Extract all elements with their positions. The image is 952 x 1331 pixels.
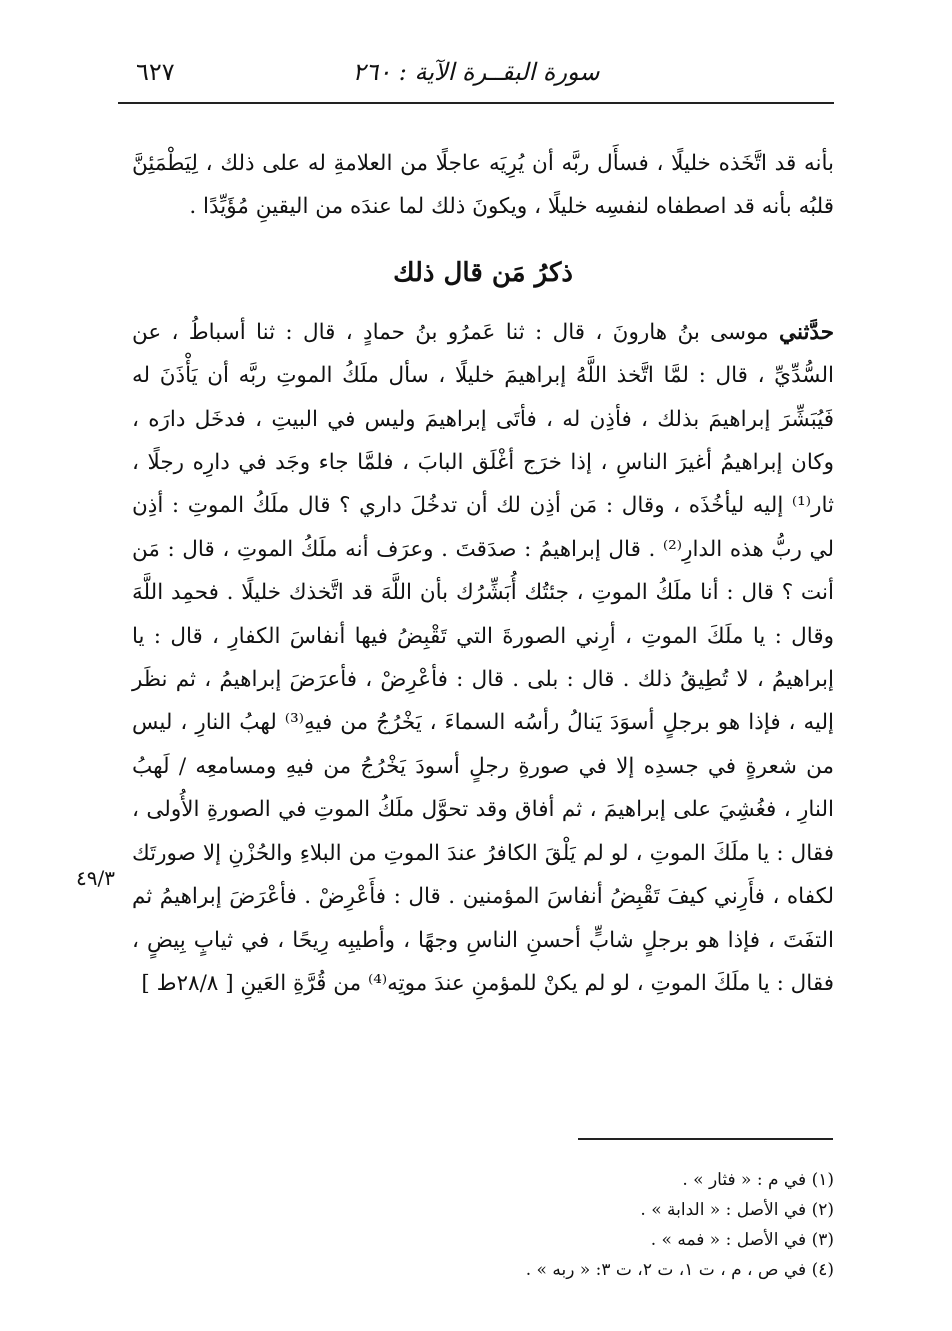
section-title: ذكرُ مَن قال ذلك: [393, 257, 573, 288]
footnotes: [132, 1165, 834, 1285]
footnote-3: (٣) في الأصل : « فمه » .: [650, 1230, 834, 1250]
footnote-4: (٤) في ص ، م ، ت ١، ت ٢، ت ٣: « ربه » .: [525, 1260, 834, 1280]
margin-reference: ٤٩/٣: [76, 866, 115, 890]
running-title: سورة البقــرة الآية : ٢٦٠: [352, 58, 600, 86]
page-number: ٦٢٧: [136, 58, 175, 86]
header-rule: [118, 102, 834, 104]
page-header: [118, 58, 834, 92]
opening-paragraph: بأنه قد اتَّخَذه خليلًا ، فسأَل ربَّه أن يُرِيَه عاجلًا من العلامةِ له على ذلك ، لِيَطْمَئِنَّ قلبُه بأنه قد اصطفاه لنفسِه خليلًا ، ويكونَ ذلك لما عندَه من اليقينِ مُؤَيِّدًا .: [132, 151, 834, 220]
main-text: [132, 142, 834, 1005]
footnote-rule: [578, 1138, 833, 1140]
lead-word: حدَّثني: [779, 319, 834, 345]
footnote-2: (٢) في الأصل : « الدابة » .: [640, 1200, 834, 1220]
narration-paragraph: [132, 311, 834, 1006]
narration-text: موسى بنُ هارونَ ، قال : ثنا عَمرُو بنُ حمادٍ ، قال : ثنا أسباطُ ، عن السُّدِّيِّ ، قال : لمَّا اتَّخذ اللَّهُ إبراهيمَ خليلًا ، سأل ملَكُ الموتِ ربَّه أن يَأْذَنَ له فَيُبَشِّرَ إبراهيمَ بذلك ، فأذِن له ، فأتَى إبراهيمَ وليس في البيتِ ، فدخَل دارَه ، وكان إبراهيمُ أغيرَ الناسِ ، إذا خرَج أغْلَق البابَ ، فلمَّا جاء وجَد في دارِه رجلًا ، ثار⁽¹⁾ إليه ليأخُذَه ، وقال : مَن أذِن لك أن تدخُلَ داري ؟ قال ملَكُ الموتِ : أذِن لي ربُّ هذه الدارِ⁽²⁾ . قال إبراهيمُ : صدَقتَ . وعرَف أنه ملَكُ الموتِ ، قال : مَن أنت ؟ قال : أنا ملَكُ الموتِ ، جئتُك أُبَشِّرُك بأن اللَّهَ قد اتَّخذك خليلًا . فحمِد اللَّهَ وقال : يا ملَكَ الموتِ ، أرِني الصورةَ التي تَقْبِضُ فيها أنفاسَ الكفارِ ، قال : يا إبراهيمُ ، لا تُطِيقُ ذلك . قال : بلى . قال : فأعْرِضْ ، فأعرَضَ إبراهيمُ ، ثم نظَر إليه ، فإذا هو برجلٍ أسوَدَ يَنالُ رأسُه السماءَ ، يَخْرُجُ من فيهِ⁽³⁾ لهبُ النارِ ، ليس من شعرةٍ في جسدِه إلا في صورةِ رجلٍ أسودَ يَخْرُجُ من فيهِ ومسامعِه / لَهبُ النارِ ، فغُشِيَ على إبراهيمَ ، ثم أفاق وقد تحوَّل ملَكُ الموتِ في الصورةِ الأُولى ، فقال : يا ملَكَ الموتِ ، لو لم يَلْقَ الكافرُ عندَ الموتِ من البلاءِ والحُزْنِ إلا صورتَك لكفاه ، فأَرِني كيفَ تَقْبِضُ أنفاسَ المؤمنين . قال : فأَعْرِضْ . فأعْرَضَ إبراهيمُ ثم التفَتَ ، فإذا هو برجلٍ شابٍّ أحسنِ الناسِ وجهًا ، وأطيبِه رِيحًا ، في ثيابٍ بِيضٍ ، فقال : يا ملَكَ الموتِ ، لو لم يكنْ للمؤمنِ عندَ موتِه⁽⁴⁾ من قُرَّةِ العَينِ [ ٢٨/٨ط ]: [132, 319, 835, 996]
footnote-1: (١) في م : « فثار » .: [682, 1170, 834, 1190]
